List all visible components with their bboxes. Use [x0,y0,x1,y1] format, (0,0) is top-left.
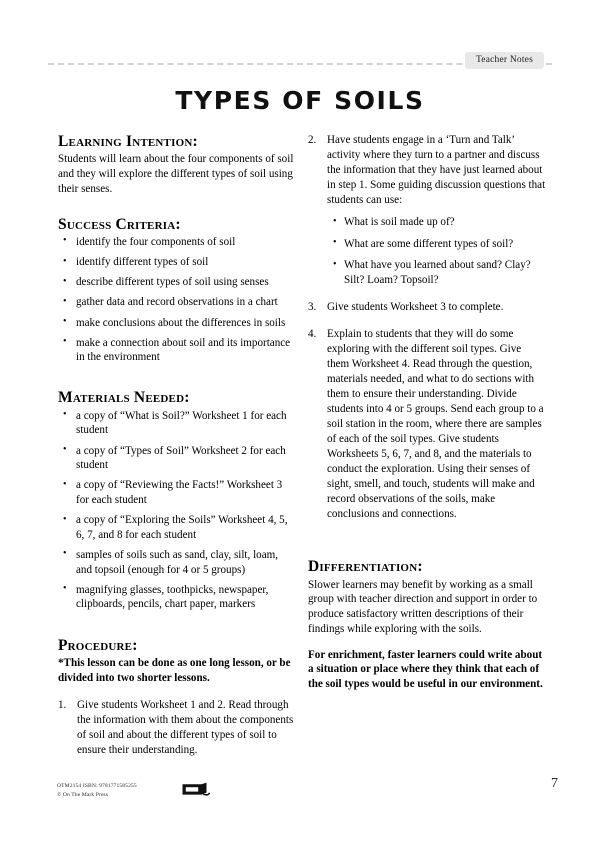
differentiation-heading: Differentiation: [308,558,423,576]
footer-publisher-info [57,782,137,799]
page-footer [0,778,600,848]
page-title: TYPES OF SOILS [175,86,425,115]
list-item: • samples of soils such as sand, clay, silt, loam, and topsoil (enough for 4 or 5 groups) [74,548,296,577]
differentiation-paragraph-2: For enrichment, faster learners could write about a situation or place where they think that each of the soil types would be useful in our environment. [308,648,543,691]
step-text: Give students Worksheet 1 and 2. Read through the information with them about the components of soil and about the different types of soil to ensure their understanding. [77,699,294,757]
procedure-step [308,300,546,315]
list-item: • a copy of “Reviewing the Facts!” Worksheet 3 for each student [74,478,296,507]
publisher-logo-icon [181,780,215,798]
step-text: Give students Worksheet 3 to complete. [327,300,504,313]
list-item: • describe different types of soil using senses [74,275,296,290]
content-columns [0,133,600,757]
discussion-questions-list [327,215,546,288]
section-differentiation [308,558,546,692]
list-item: • What is soil made up of? [344,215,546,230]
list-item: • What have you learned about sand? Clay? Silt? Loam? Topsoil? [344,258,546,287]
section-success-criteria [58,216,296,365]
procedure-step [58,698,296,758]
success-criteria-list [58,235,296,365]
learning-intention-body: Students will learn about the four components of soil and they will explore the different types of soil using their senses. [58,153,294,195]
step-number: 2. [308,134,317,146]
procedure-note: *This lesson can be done as one long lesson, or be divided into two shorter lessons. [58,656,291,684]
section-learning-intention [58,133,296,197]
list-item: • magnifying glasses, toothpicks, newspaper, clipboards, pencils, chart paper, markers [74,583,296,612]
teacher-notes-tab: Teacher Notes [465,52,544,69]
step-text: Explain to students that they will do some exploring with the different soil types. Give them Worksheet 4. Read through the question, materials needed, and what to do sections with them to ensure their understanding. Divide students into 4 or 5 groups. Send each group to a soil station in the room, where there are samples of each of the soil types. Give students Worksheets 5, 6, 7, and 8, and the materials to conduct the exploration. Using their senses of sight, smell, and touch, students will make and record observations of the soils, make conclusions and connections. [327,327,544,521]
product-code: OTM2154 ISBN: 9781771585255 [57,783,137,789]
list-item: • What are some different types of soil? [344,237,546,252]
copyright-line: © On The Mark Press [57,791,109,798]
spacer [58,685,296,698]
list-item: • a copy of “Types of Soil” Worksheet 2 for each student [74,444,296,473]
section-materials-needed [58,389,296,612]
left-column [58,133,296,770]
step-number: 3. [308,300,317,313]
spacer [58,197,296,216]
spacer [58,618,296,637]
spacer [58,370,296,389]
list-item: • identify the four components of soil [74,235,296,250]
materials-needed-list [58,409,296,612]
section-procedure [58,637,296,759]
procedure-heading: Procedure: [58,636,138,654]
procedure-steps-right [308,133,546,522]
differentiation-paragraph-1: Slower learners may benefit by working as a small group with teacher direction and support in order to produce satisfactory written descriptions of their findings while exploring with the soils. [308,578,538,635]
list-item: • make conclusions about the differences in soils [74,316,296,331]
learning-intention-heading: Learning Intention: [58,133,198,150]
procedure-step [308,327,546,522]
page-header [48,52,552,76]
list-item: • identify different types of soil [74,255,296,270]
list-item: • a copy of “What is Soil?” Worksheet 1 for each student [74,409,296,438]
page-number: 7 [551,776,558,791]
step-number: 1. [58,699,67,712]
list-item: • make a connection about soil and its importance in the environment [74,336,296,365]
procedure-step [308,133,546,288]
list-item: • a copy of “Exploring the Soils” Worksheet 4, 5, 6, 7, and 8 for each student [74,513,296,542]
step-number: 4. [308,327,317,340]
procedure-steps-left [58,698,296,758]
success-criteria-heading: Success Criteria: [58,215,181,233]
step-text: Have students engage in a ‘Turn and Talk’ activity where they turn to a partner and discuss the information that they have just learned about in step 1. Some guiding discussion questions that students can use: [327,134,546,207]
spacer [308,534,546,558]
right-column [308,133,546,692]
materials-needed-heading: Materials Needed: [58,389,190,407]
list-item: • gather data and record observations in a chart [74,295,296,310]
